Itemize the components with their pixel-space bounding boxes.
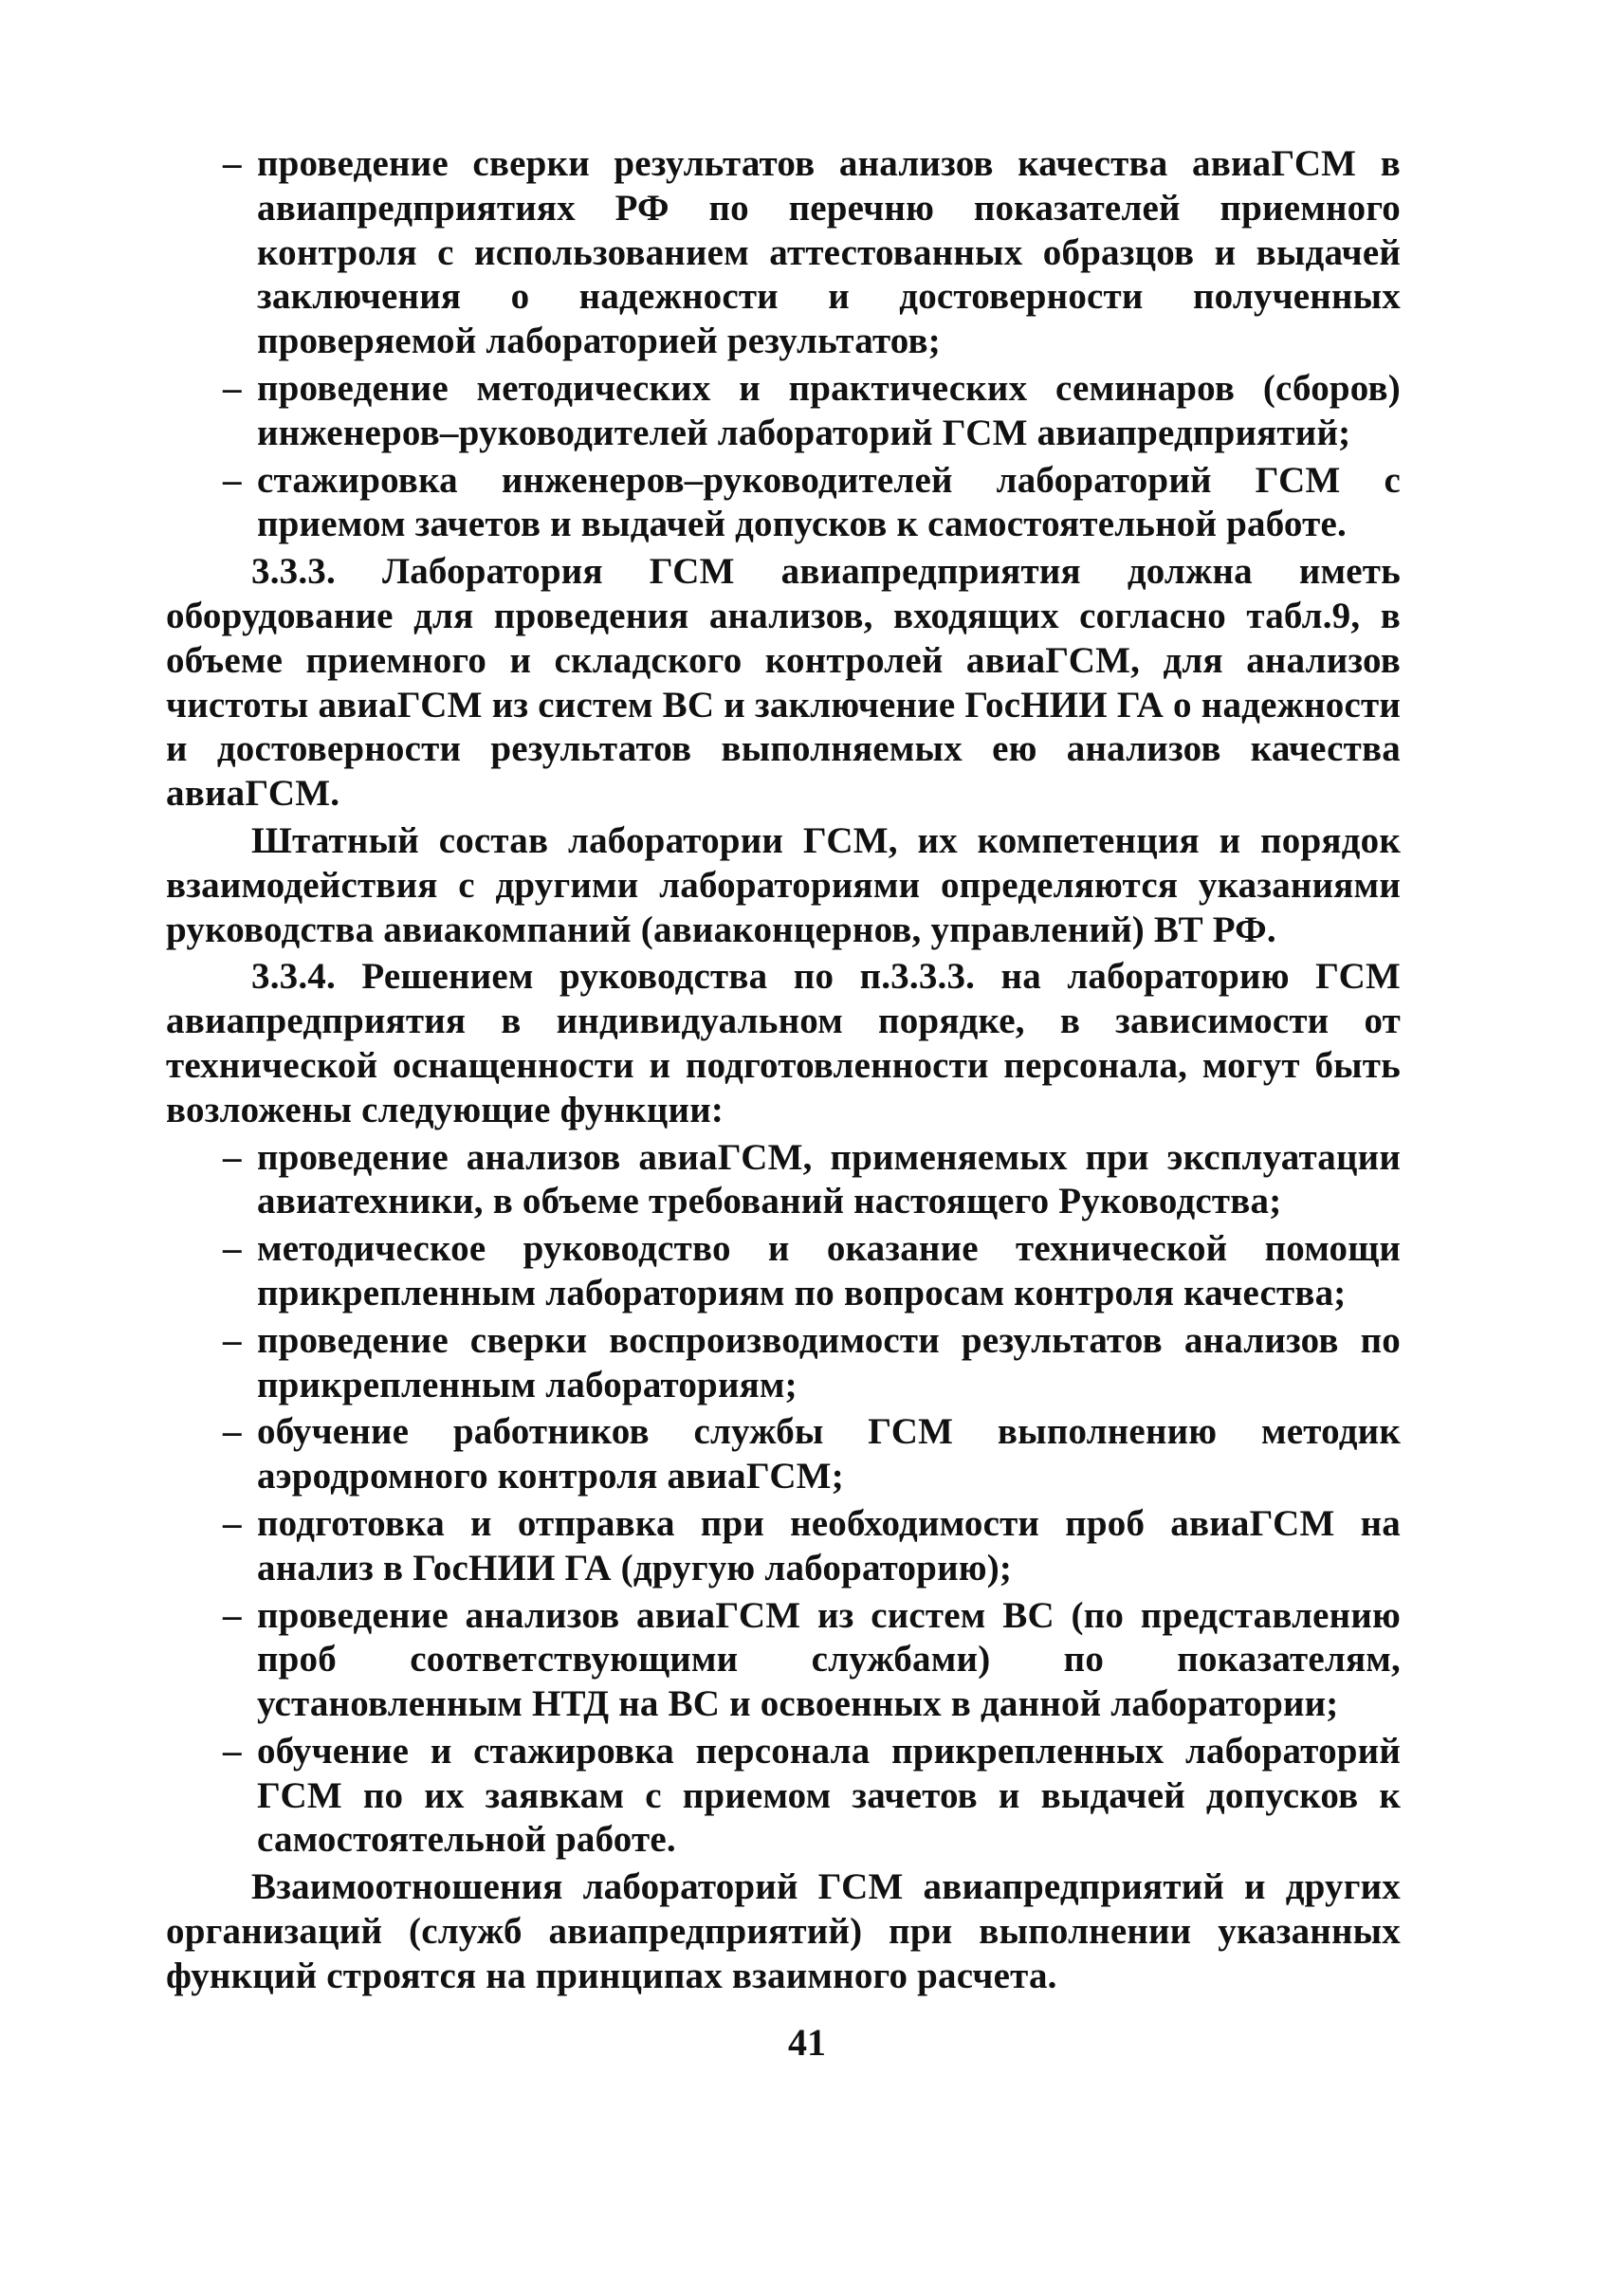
list-item: – обучение работников службы ГСМ выполнению методик аэродромного контроля авиаГСМ; xyxy=(223,1411,1401,1497)
list-item: – проведение сверки воспроизводимости результатов анализов по прикрепленным лабораториям; xyxy=(223,1319,1401,1405)
list-item: – проведение анализов авиаГСМ, применяемых при эксплуатации авиатехники, в объеме требований настоящего Руководства; xyxy=(223,1136,1401,1222)
list-item: – стажировка инженеров–руководителей лабораторий ГСМ с приемом зачетов и выдачей допусков к самостоятельной работе. xyxy=(223,459,1401,545)
document-body xyxy=(166,142,1401,2002)
list-item: – методическое руководство и оказание технической помощи прикрепленным лабораториям по вопросам контроля качества; xyxy=(223,1228,1401,1313)
list-item: – проведение методических и практических семинаров (сборов) инженеров–руководителей лабораторий ГСМ авиапредприятий; xyxy=(223,367,1401,453)
paragraph: 3.3.3. Лаборатория ГСМ авиапредприятия должна иметь оборудование для проведения анализов, входящих согласно табл.9, в объеме приемного и складского контролей авиаГСМ, для анализов чистоты авиаГСМ из систем ВС и заключение ГосНИИ ГА о надежности и достоверности результатов выполняемых ею анализов качества авиаГСМ. xyxy=(166,551,1401,815)
paragraph: Штатный состав лаборатории ГСМ, их компетенция и порядок взаимодействия с другими лабораториями определяются указаниями руководства авиакомпаний (авиаконцернов, управлений) ВТ РФ. xyxy=(166,819,1401,950)
list-item: – проведение сверки результатов анализов качества авиаГСМ в авиапредприятиях РФ по перечню показателей приемного контроля с использованием аттестованных образцов и выдачей заключения о надежности и достоверности полученных проверяемой лабораторией результатов; xyxy=(223,143,1401,362)
paragraph: 3.3.4. Решением руководства по п.3.3.3. на лабораторию ГСМ авиапредприятия в индивидуальном порядке, в зависимости от технической оснащенности и подготовленности персонала, могут быть возложены следующие функции: xyxy=(166,956,1401,1130)
list-item: – обучение и стажировка персонала прикрепленных лабораторий ГСМ по их заявкам с приемом зачетов и выдачей допусков к самостоятельной работе. xyxy=(223,1730,1401,1861)
page-number: 41 xyxy=(788,2021,826,2064)
list-item: – подготовка и отправка при необходимости проб авиаГСМ на анализ в ГосНИИ ГА (другую лабораторию); xyxy=(223,1502,1401,1589)
paragraph: Взаимоотношения лабораторий ГСМ авиапредприятий и других организаций (служб авиапредприятий) при выполнении указанных функций строятся на принципах взаимного расчета. xyxy=(166,1866,1401,1996)
list-item: – проведение анализов авиаГСМ из систем ВС (по представлению проб соответствующими службами) по показателям, установленным НТД на ВС и освоенных в данной лаборатории; xyxy=(223,1594,1401,1725)
